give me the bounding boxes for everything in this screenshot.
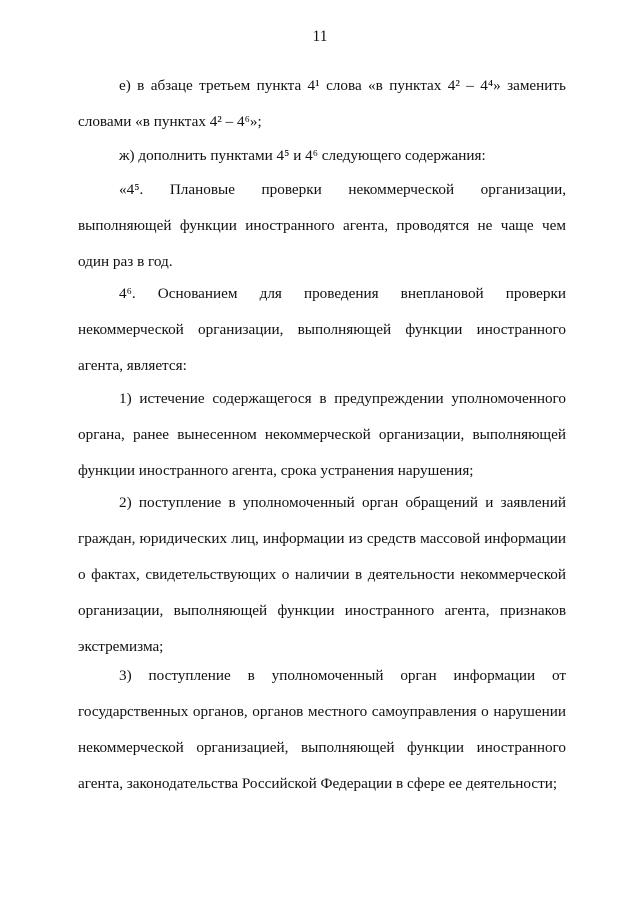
paragraph-4-5: «4⁵. Плановые проверки некоммерческой организации, выполняющей функции иностранного агента, проводятся не чаще чем один раз в год. <box>78 181 566 270</box>
paragraph-e: е) в абзаце третьем пункта 4¹ слова «в пунктах 4² – 4⁴» заменить словами «в пунктах 4² – 4⁶»; <box>78 77 566 130</box>
paragraph-item-1: 1) истечение содержащегося в предупреждении уполномоченного органа, ранее вынесенном некоммерческой организации, выполняющей функции иностранного агента, срока устранения нарушения; <box>78 390 566 479</box>
paragraph-zh: ж) дополнить пунктами 4⁵ и 4⁶ следующего содержания: <box>119 147 486 164</box>
page-number: 11 <box>312 28 328 45</box>
paragraph-4-6: 4⁶. Основанием для проведения внеплановой проверки некоммерческой организации, выполняющей функции иностранного агента, является: <box>78 285 566 374</box>
paragraph-item-3: 3) поступление в уполномоченный орган информации от государственных органов, органов местного самоуправления о нарушении некоммерческой организацией, выполняющей функции иностранного агента, законодательства Российской Федерации в сфере ее деятельности; <box>78 667 566 792</box>
paragraph-item-2: 2) поступление в уполномоченный орган обращений и заявлений граждан, юридических лиц, информации из средств массовой информации о фактах, свидетельствующих о наличии в деятельности некоммерческой организации, выполняющей функции иностранного агента, признаков экстремизма; <box>78 494 566 655</box>
